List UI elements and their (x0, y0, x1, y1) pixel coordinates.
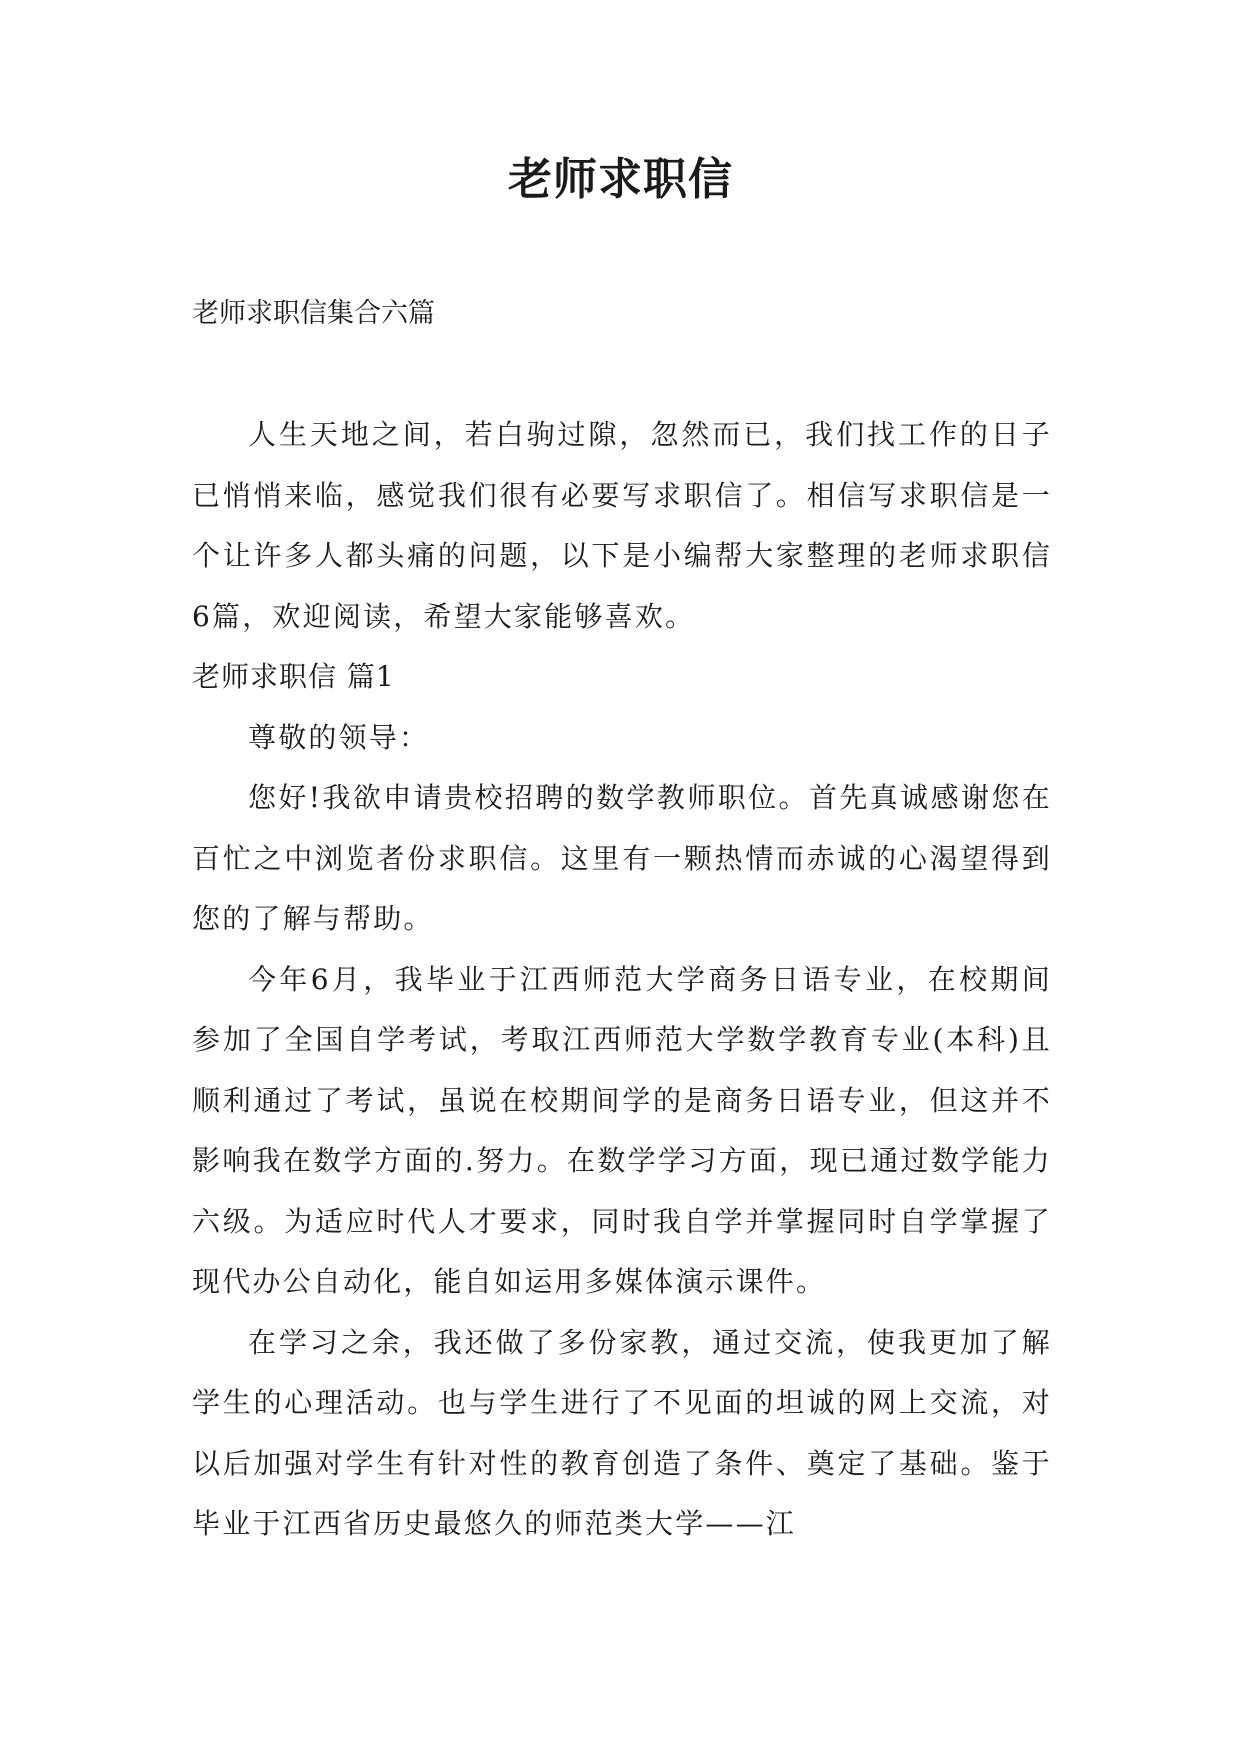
intro-paragraph: 人生天地之间，若白驹过隙，忽然而已，我们找工作的日子已悄悄来临，感觉我们很有必要写求职信了。相信写求职信是一个让许多人都头痛的问题，以下是小编帮大家整理的老师求职信6篇，欢迎阅读，希望大家能够喜欢。 (192, 418, 1052, 633)
document-body (192, 405, 1052, 1555)
body-paragraph: 在学习之余，我还做了多份家教，通过交流，使我更加了解学生的心理活动。也与学生进行了不见面的坦诚的网上交流，对以后加强对学生有针对性的教育创造了条件、奠定了基础。鉴于毕业于江西省历史最悠久的师范类大学——江 (192, 1325, 1052, 1540)
document-title: 老师求职信 (508, 154, 733, 205)
section-heading: 老师求职信 篇1 (192, 660, 395, 693)
body-paragraph: 今年6月，我毕业于江西师范大学商务日语专业，在校期间参加了全国自学考试，考取江西师范大学数学教育专业(本科)且顺利通过了考试，虽说在校期间学的是商务日语专业，但这并不影响我在数学方面的.努力。在数学学习方面，现已通过数学能力六级。为适应时代人才要求，同时我自学并掌握同时自学掌握了现代办公自动化，能自如运用多媒体演示课件。 (192, 962, 1052, 1298)
body-paragraph: 您好!我欲申请贵校招聘的数学教师职位。首先真诚感谢您在百忙之中浏览者份求职信。这里有一颗热情而赤诚的心渴望得到您的了解与帮助。 (192, 781, 1052, 935)
salutation: 尊敬的领导： (248, 720, 430, 754)
document-subtitle: 老师求职信集合六篇 (192, 298, 435, 329)
